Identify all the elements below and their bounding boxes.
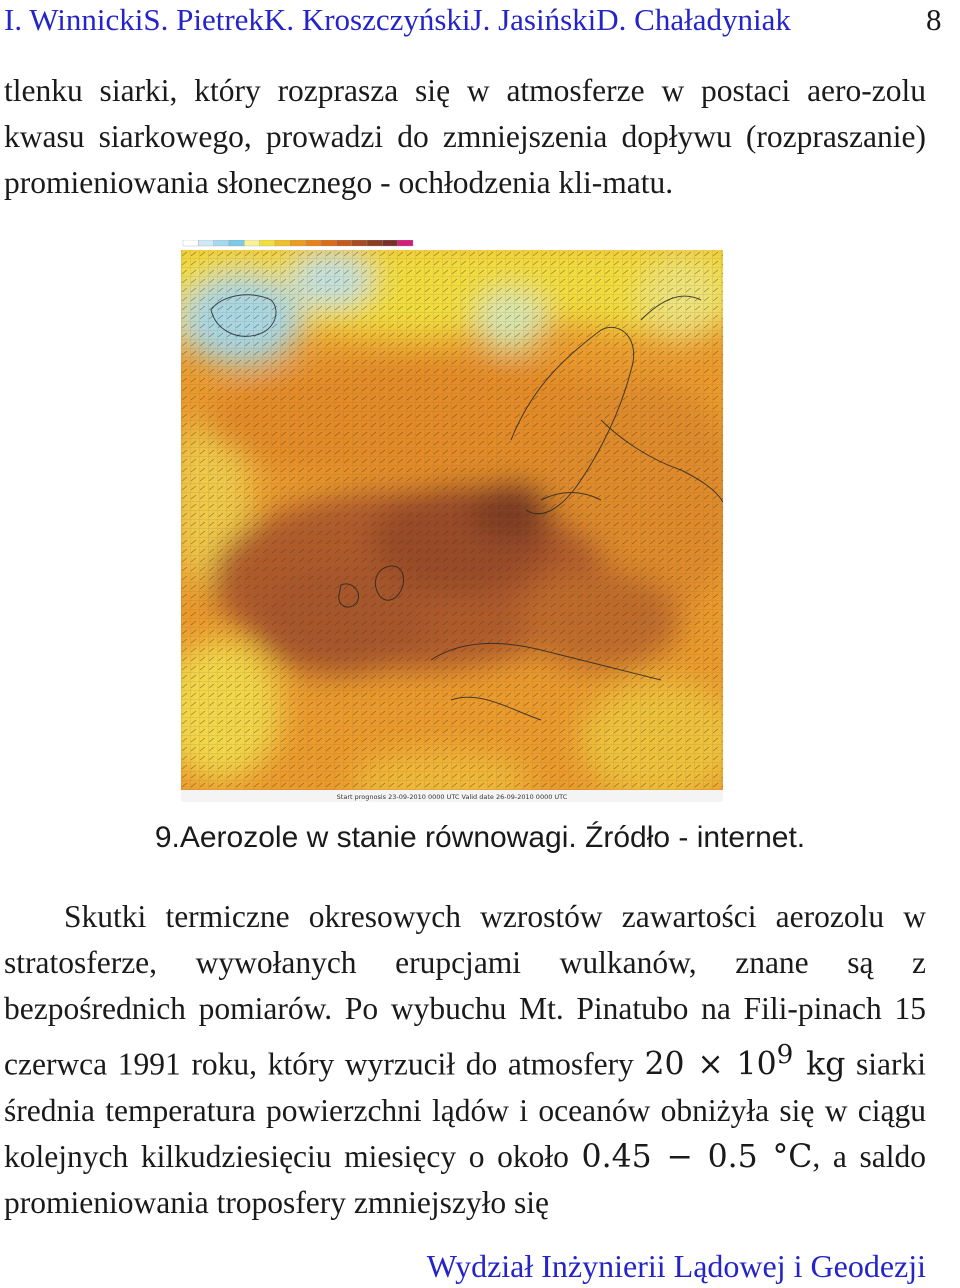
legend-swatch	[306, 240, 321, 246]
math-exponent: 9	[776, 1040, 794, 1070]
legend-swatch	[336, 240, 351, 246]
paragraph-2-text-a: Skutki termiczne okresowych wzrostów zawartości aerozolu w stratosferze, wywołanych erupcjami wulkanów, znane są z bezpośrednich pomiarów. Po wybuchu Mt. Pinatubo na Fili-pinach 15 czerwca 1991 roku, który wyrzucił do atmosfery	[4, 899, 926, 1082]
math-mass: 20 × 10	[644, 1046, 777, 1083]
legend-swatch	[290, 240, 305, 246]
paragraph-2-text-b: siarki średnia temperatura powierzchni lądów i oceanów obniżyła się w ciągu kolejnych kilkudziesięciu miesięcy o około	[4, 1046, 926, 1174]
legend-swatch	[398, 240, 413, 246]
paragraph-2	[4, 894, 926, 1226]
legend-bar	[183, 240, 413, 246]
map-footer-text: Start prognosis 23-09-2010 0000 UTC Valid date 26-09-2010 0000 UTC	[336, 793, 568, 801]
figure-caption: 9.Aerozole w stanie równowagi. Źródło - internet.	[154, 821, 806, 854]
map-area	[181, 240, 723, 802]
legend-swatch	[183, 240, 198, 246]
paragraph-1: tlenku siarki, który rozprasza się w atmosferze w postaci aero-zolu kwasu siarkowego, prowadzi do zmniejszenia dopływu (rozpraszanie) promieniowania słonecznego - ochłodzenia kli-matu.	[4, 73, 926, 200]
legend-swatch	[367, 240, 382, 246]
aerosol-map-figure	[181, 240, 723, 802]
legend-swatch	[260, 240, 275, 246]
aerosol-map-image	[181, 240, 723, 802]
math-unit: kg	[793, 1046, 846, 1083]
page-footer: Wydział Inżynierii Lądowej i Geodezji	[426, 1248, 926, 1284]
legend-swatch	[382, 240, 397, 246]
header-authors: I. WinnickiS. PietrekK. KroszczyńskiJ. JasińskiD. Chaładyniak	[4, 2, 791, 37]
legend-swatch	[275, 240, 290, 246]
legend-swatch	[214, 240, 229, 246]
page-header	[4, 0, 956, 44]
paragraph-2-text-c: , a saldo promieniowania troposfery zmniejszyło się	[4, 1138, 926, 1220]
legend-swatch	[352, 240, 367, 246]
legend-swatch	[198, 240, 213, 246]
legend-swatch	[321, 240, 336, 246]
legend-swatch	[229, 240, 244, 246]
math-temperature: 0.45 − 0.5 °C	[581, 1138, 813, 1175]
legend-swatch	[244, 240, 259, 246]
page-number: 8	[926, 2, 942, 37]
